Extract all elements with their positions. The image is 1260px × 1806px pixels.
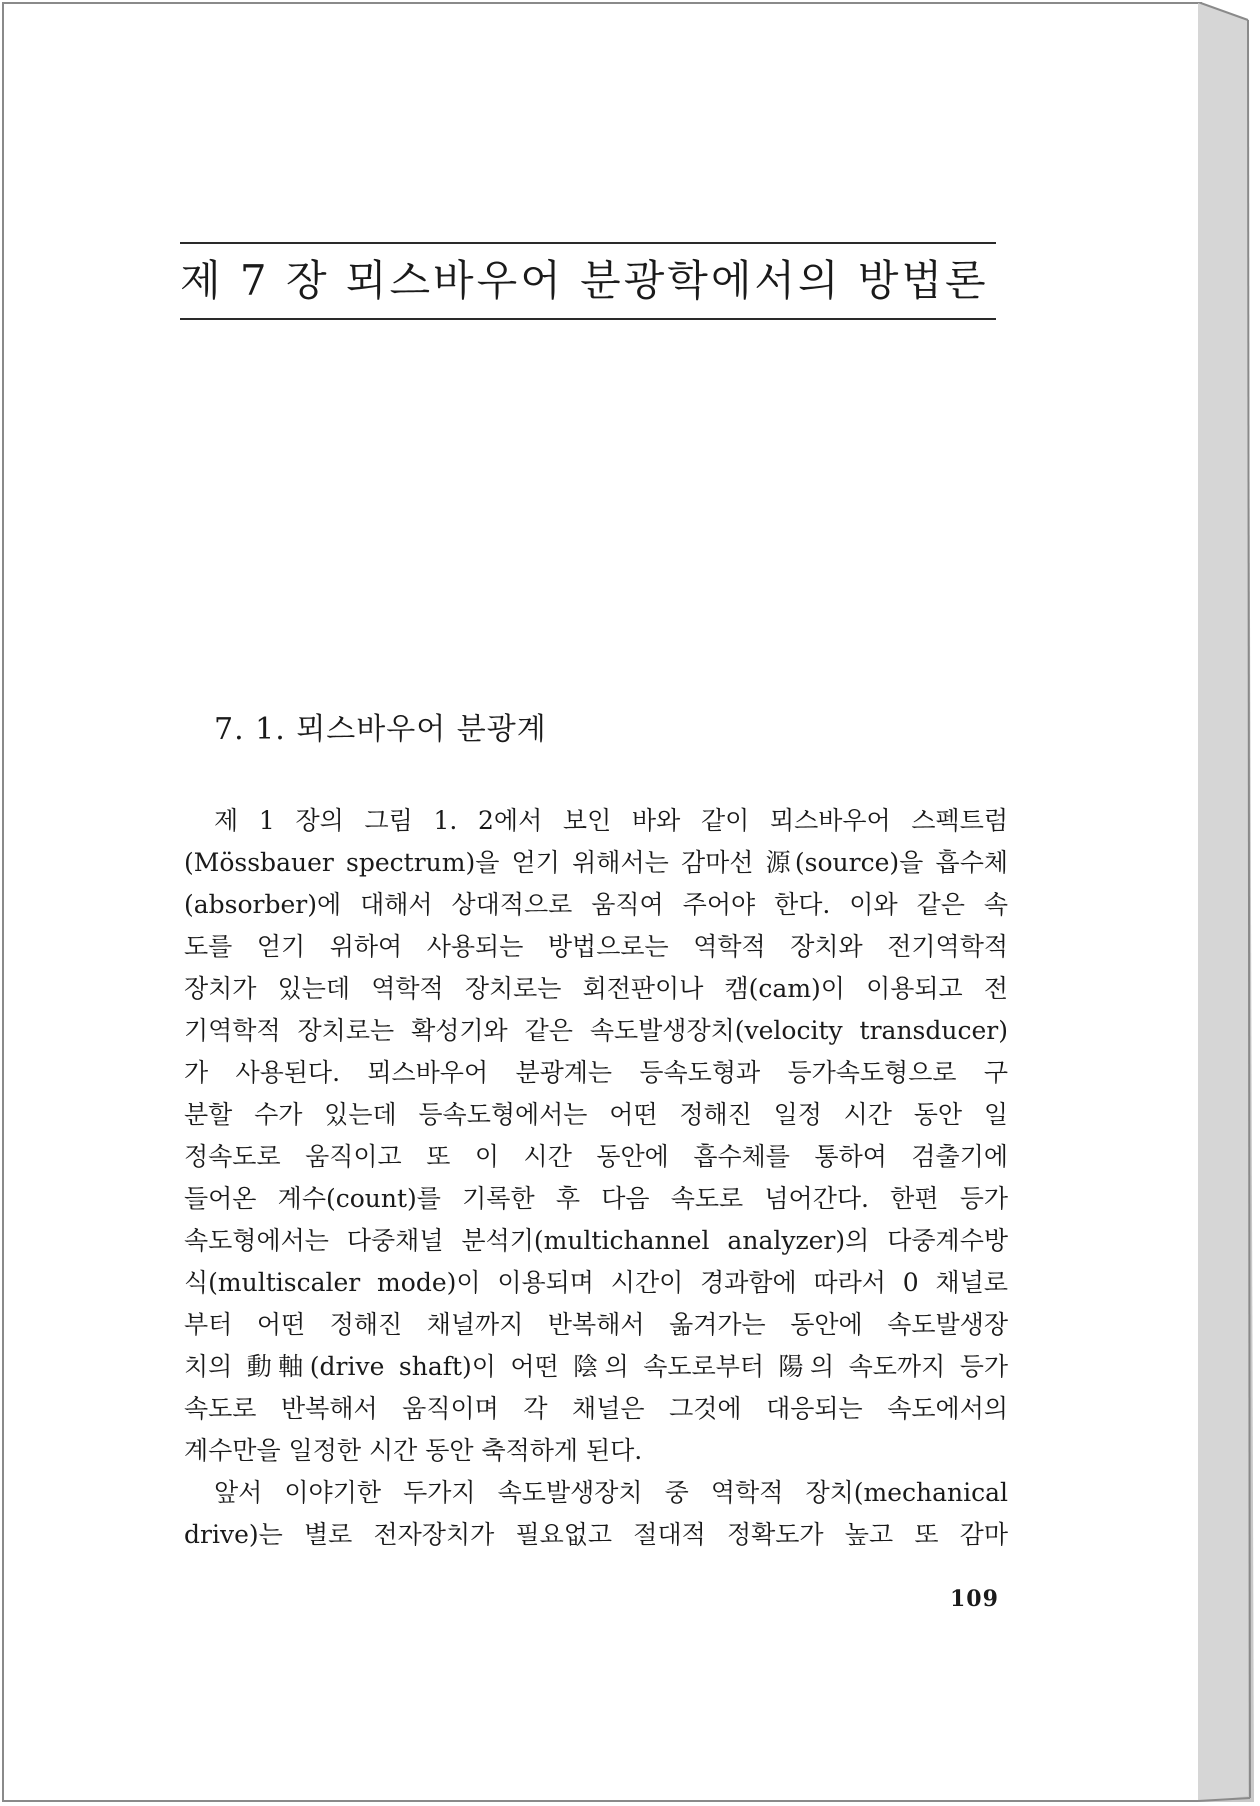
text-line: 식(multiscaler mode)이 이용되며 시간이 경과함에 따라서 0 채널로 — [184, 1268, 1008, 1297]
text-line: (absorber)에 대해서 상대적으로 움직여 주어야 한다. 이와 같은 속 — [184, 890, 1008, 919]
text-line: 속도로 반복해서 움직이며 각 채널은 그것에 대응되는 속도에서의 — [184, 1394, 1008, 1423]
text-line: 계수만을 일정한 시간 동안 축적하게 된다. — [184, 1436, 643, 1465]
chapter-title: 제 7 장 뫼스바우어 분광학에서의 방법론 — [180, 256, 989, 305]
text-line: (Mössbauer spectrum)을 얻기 위해서는 감마선 源(source)을 흡수체 — [184, 848, 1008, 877]
page-number: 109 — [950, 1586, 999, 1612]
text-line: 분할 수가 있는데 등속도형에서는 어떤 정해진 일정 시간 동안 일 — [184, 1100, 1008, 1129]
text-line: 앞서 이야기한 두가지 속도발생장치 중 역학적 장치(mechanical — [214, 1478, 1008, 1507]
text-line: 장치가 있는데 역학적 장치로는 회전판이나 캠(cam)이 이용되고 전 — [184, 974, 1008, 1003]
text-line: 도를 얻기 위하여 사용되는 방법으로는 역학적 장치와 전기역학적 — [184, 932, 1008, 961]
text-line: drive)는 별로 전자장치가 필요없고 절대적 정확도가 높고 또 감마 — [184, 1520, 1008, 1549]
section-heading: 7. 1. 뫼스바우어 분광계 — [214, 712, 547, 747]
title-bottom-rule — [180, 318, 996, 320]
text-line: 가 사용된다. 뫼스바우어 분광계는 등속도형과 등가속도형으로 구 — [184, 1058, 1008, 1087]
text-line: 들어온 계수(count)를 기록한 후 다음 속도로 넘어간다. 한편 등가 — [184, 1184, 1008, 1213]
text-line: 속도형에서는 다중채널 분석기(multichannel analyzer)의 다중계수방 — [184, 1226, 1008, 1255]
body-text — [184, 800, 1008, 1556]
text-line: 치의 動軸(drive shaft)이 어떤 陰의 속도로부터 陽의 속도까지 등가 — [184, 1352, 1008, 1381]
text-line: 기역학적 장치로는 확성기와 같은 속도발생장치(velocity transducer) — [184, 1016, 1008, 1045]
title-top-rule — [180, 242, 996, 244]
text-line: 부터 어떤 정해진 채널까지 반복해서 옮겨가는 동안에 속도발생장 — [184, 1310, 1008, 1339]
text-line: 정속도로 움직이고 또 이 시간 동안에 흡수체를 통하여 검출기에 — [184, 1142, 1008, 1171]
page-edge-shadow — [1198, 2, 1256, 1802]
paragraph-2 — [184, 1472, 1008, 1556]
text-line: 제 1 장의 그림 1. 2에서 보인 바와 같이 뫼스바우어 스펙트럼 — [214, 806, 1008, 835]
paragraph-1 — [184, 800, 1008, 1472]
